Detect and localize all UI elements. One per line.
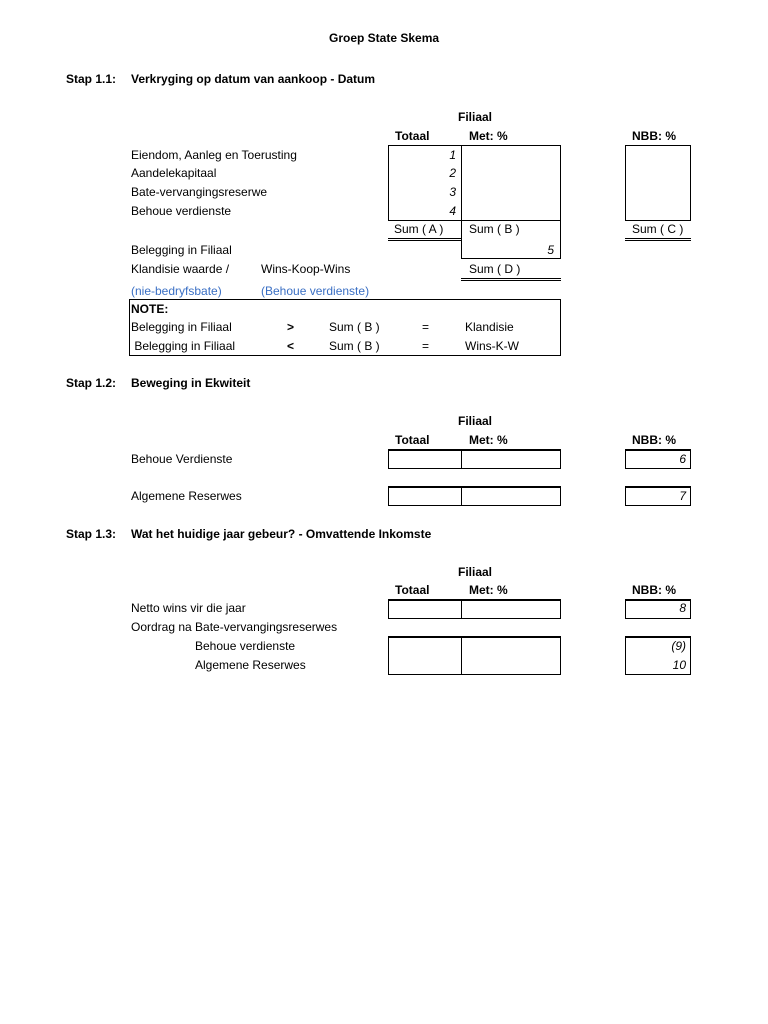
sum-d: Sum ( D ) (469, 262, 521, 276)
sum-a: Sum ( A ) (394, 222, 444, 236)
step3-row1-num: 8 (679, 601, 686, 615)
step1-row-num: 4 (449, 204, 456, 218)
step3-row1-label: Netto wins vir die jaar (131, 601, 246, 615)
step2-row1-met (461, 449, 561, 469)
step1-row-num: 1 (449, 148, 456, 162)
step3-row1-met (461, 599, 561, 619)
step2-row2-num: 7 (679, 489, 686, 503)
belegging-left-line (461, 220, 462, 259)
nie-bedryfsbate-note: (nie-bedryfsbate) (131, 284, 222, 298)
klandisie-label: Klandisie waarde / (131, 262, 230, 276)
step3-transfer-totaal (388, 636, 462, 675)
sum-b: Sum ( B ) (469, 222, 520, 236)
step2-col-totaal: Totaal (395, 433, 430, 447)
step2-row2-totaal (388, 486, 462, 506)
belegging-label: Belegging in Filiaal (131, 243, 232, 257)
step3-transfer-met (461, 636, 561, 675)
step3-row4-label: Algemene Reserwes (195, 658, 306, 672)
step2-row1-num: 6 (679, 452, 686, 466)
note-line2-sum: Sum ( B ) (329, 339, 380, 353)
step2-row1-totaal (388, 449, 462, 469)
step3-col-met: Met: % (469, 583, 508, 597)
step2-col-nbb: NBB: % (632, 433, 676, 447)
sum-a-double-underline (388, 238, 462, 241)
wins-label: Wins-Koop-Wins (261, 262, 351, 276)
step2-row2-label: Algemene Reserwes (131, 489, 242, 503)
step3-label: Stap 1.3: (66, 527, 117, 541)
sum-c: Sum ( C ) (632, 222, 684, 236)
note-line1-sum: Sum ( B ) (329, 320, 380, 334)
page-title: Groep State Skema (329, 31, 440, 45)
step1-col-filiaal: Filiaal (458, 110, 493, 124)
step1-row-label: Eiendom, Aanleg en Toerusting (131, 148, 297, 162)
step1-row-label: Aandelekapitaal (131, 166, 217, 180)
note-line2-subject: Belegging in Filiaal (131, 339, 236, 353)
step3-col-filiaal: Filiaal (458, 565, 493, 579)
step3-row3-num: (9) (671, 639, 686, 653)
step1-row-label: Behoue verdienste (131, 204, 232, 218)
step1-col-nbb: NBB: % (632, 129, 676, 143)
belegging-right-line (560, 220, 561, 259)
step2-row2-met (461, 486, 561, 506)
note-line1-eq: = (422, 320, 430, 334)
step2-label: Stap 1.2: (66, 376, 117, 390)
note-line1-op: > (287, 320, 295, 334)
note-line2-eq: = (422, 339, 430, 353)
step1-row-num: 3 (449, 185, 456, 199)
step3-row4-num: 10 (672, 658, 686, 672)
step1-nbb-box (625, 145, 691, 221)
note-line2-result: Wins-K-W (465, 339, 519, 353)
step2-col-filiaal: Filiaal (458, 414, 493, 428)
step1-row-label: Bate-vervangingsreserwe (131, 185, 268, 199)
step3-row2-label: Oordrag na Bate-vervangingsreserwes (131, 620, 338, 634)
step2-title: Beweging in Ekwiteit (131, 376, 251, 390)
step1-col-totaal: Totaal (395, 129, 430, 143)
step3-row1-totaal (388, 599, 462, 619)
step2-row1-label: Behoue Verdienste (131, 452, 233, 466)
step2-col-met: Met: % (469, 433, 508, 447)
step3-col-nbb: NBB: % (632, 583, 676, 597)
sum-c-double-underline (625, 238, 691, 241)
note-heading: NOTE: (131, 302, 169, 316)
step1-label: Stap 1.1: (66, 72, 117, 86)
note-line1-subject: Belegging in Filiaal (131, 320, 232, 334)
behoue-verdienste-note: (Behoue verdienste) (261, 284, 370, 298)
note-line1-result: Klandisie (465, 320, 514, 334)
step3-title: Wat het huidige jaar gebeur? - Omvattende Inkomste (131, 527, 432, 541)
belegging-bottom-line (461, 258, 561, 259)
step1-met-box (461, 145, 561, 221)
step1-title: Verkryging op datum van aankoop - Datum (131, 72, 376, 86)
step3-row3-label: Behoue verdienste (195, 639, 296, 653)
belegging-num: 5 (547, 243, 554, 257)
step1-col-met: Met: % (469, 129, 508, 143)
step3-col-totaal: Totaal (395, 583, 430, 597)
note-line2-op: < (287, 339, 295, 353)
sum-d-double-underline (461, 278, 561, 281)
step1-row-num: 2 (449, 166, 456, 180)
